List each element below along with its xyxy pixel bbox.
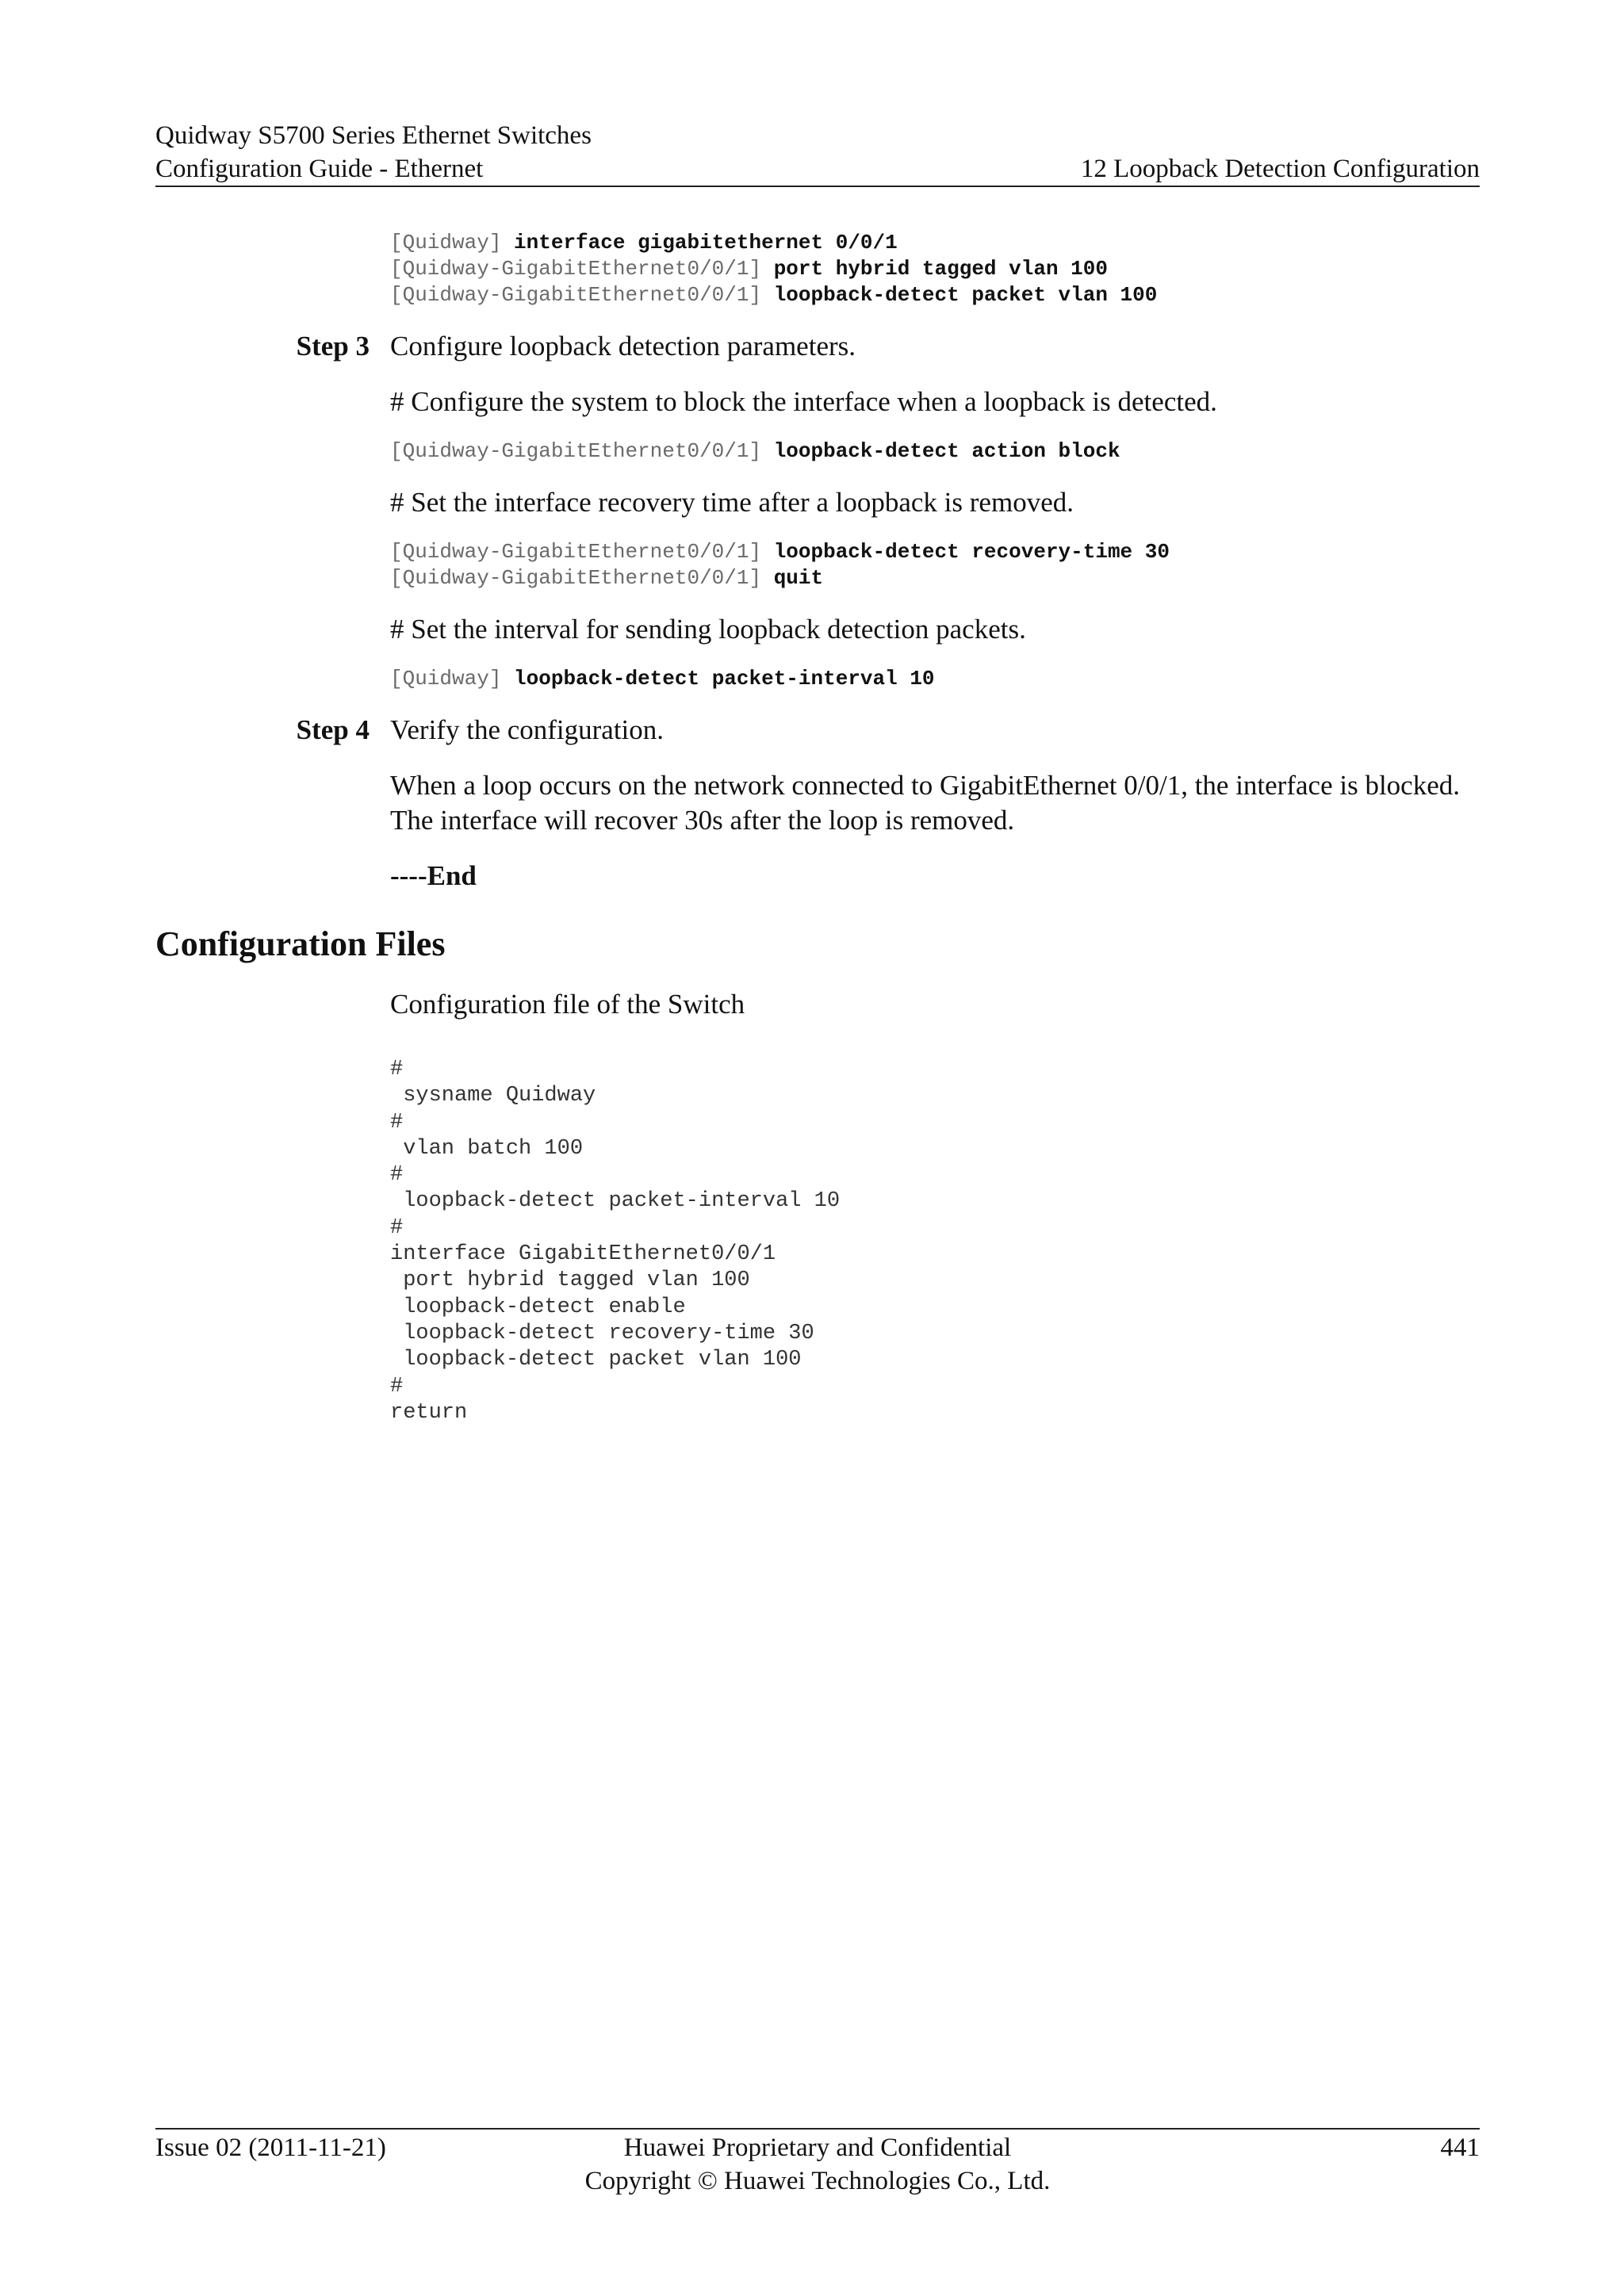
page-content: [155, 230, 1480, 1426]
config-caption: Configuration file of the Switch: [390, 989, 745, 1020]
section-title: Configuration Files: [155, 924, 446, 963]
code-command: loopback-detect action block: [773, 439, 1120, 463]
config-line: loopback-detect recovery-time 30: [390, 1321, 814, 1345]
code-line: [390, 539, 1480, 565]
code-command: quit: [773, 566, 824, 590]
code-block-interface: [390, 230, 1480, 308]
code-prompt: [Quidway-GigabitEthernet0/0/1]: [390, 439, 762, 463]
end-marker: ----End: [390, 860, 477, 891]
code-line: [390, 230, 1480, 256]
paragraph-packet-interval: # Set the interval for sending loopback detection packets.: [390, 614, 1026, 645]
paragraph-block-action: # Configure the system to block the interface when a loopback is detected.: [390, 386, 1217, 417]
config-line: return: [390, 1400, 468, 1425]
code-line: [390, 256, 1480, 282]
config-line: loopback-detect packet vlan 100: [390, 1348, 802, 1372]
config-line: port hybrid tagged vlan 100: [390, 1269, 750, 1293]
config-line: loopback-detect enable: [390, 1295, 686, 1319]
config-line: sysname Quidway: [390, 1084, 596, 1108]
config-line: interface GigabitEthernet0/0/1: [390, 1242, 776, 1267]
step-text: Configure loopback detection parameters.: [390, 331, 856, 362]
config-line: #: [390, 1215, 404, 1240]
verify-line: The interface will recover 30s after the loop is removed.: [390, 805, 1015, 836]
step-text: Verify the configuration.: [390, 714, 665, 745]
config-line: loopback-detect packet-interval 10: [390, 1189, 841, 1214]
code-command: loopback-detect packet vlan 100: [773, 283, 1158, 307]
config-line: #: [390, 1374, 404, 1399]
footer-issue: Issue 02 (2011-11-21): [155, 2133, 386, 2162]
config-line: #: [390, 1163, 404, 1188]
code-block-recovery: [390, 539, 1480, 591]
code-line: [390, 666, 1480, 692]
code-prompt: [Quidway-GigabitEthernet0/0/1]: [390, 283, 762, 307]
code-prompt: [Quidway-GigabitEthernet0/0/1]: [390, 540, 762, 564]
footer-proprietary: Huawei Proprietary and Confidential: [623, 2133, 1012, 2162]
code-line: [390, 282, 1480, 308]
footer-divider: [155, 2128, 1480, 2130]
config-line: #: [390, 1110, 404, 1135]
code-block-interval: [390, 666, 1480, 692]
code-prompt: [Quidway]: [390, 667, 502, 691]
code-prompt: [Quidway-GigabitEthernet0/0/1]: [390, 566, 762, 590]
code-line: [390, 438, 1480, 465]
paragraph-verify: [390, 768, 1480, 838]
header-guide-title: Configuration Guide - Ethernet: [155, 155, 484, 183]
code-block-action: [390, 438, 1480, 465]
code-line: [390, 565, 1480, 591]
footer-confidential: [155, 2131, 1480, 2198]
step-label: Step 4: [296, 714, 370, 745]
step-label: Step 3: [296, 331, 370, 362]
code-prompt: [Quidway-GigabitEthernet0/0/1]: [390, 257, 762, 281]
header-divider: [155, 186, 1480, 187]
config-file-block: [390, 1057, 1480, 1426]
config-line: #: [390, 1058, 404, 1081]
code-prompt: [Quidway]: [390, 231, 502, 254]
footer-page-number: 441: [1440, 2133, 1480, 2162]
header-chapter-title: 12 Loopback Detection Configuration: [1080, 155, 1480, 183]
verify-line: When a loop occurs on the network connected to GigabitEthernet 0/0/1, the interface is blocked.: [390, 770, 1460, 801]
code-command: loopback-detect recovery-time 30: [773, 540, 1170, 564]
step-4: [155, 713, 1480, 748]
config-line: vlan batch 100: [390, 1136, 584, 1161]
code-command: port hybrid tagged vlan 100: [773, 257, 1108, 281]
code-command: interface gigabitethernet 0/0/1: [514, 231, 898, 254]
code-command: loopback-detect packet-interval 10: [514, 667, 935, 691]
page-header: [155, 119, 1480, 186]
footer-copyright: Copyright © Huawei Technologies Co., Ltd.: [584, 2167, 1051, 2195]
step-3: [155, 329, 1480, 364]
header-product-title: Quidway S5700 Series Ethernet Switches: [155, 121, 592, 150]
paragraph-recovery-time: # Set the interface recovery time after a loopback is removed.: [390, 487, 1074, 518]
